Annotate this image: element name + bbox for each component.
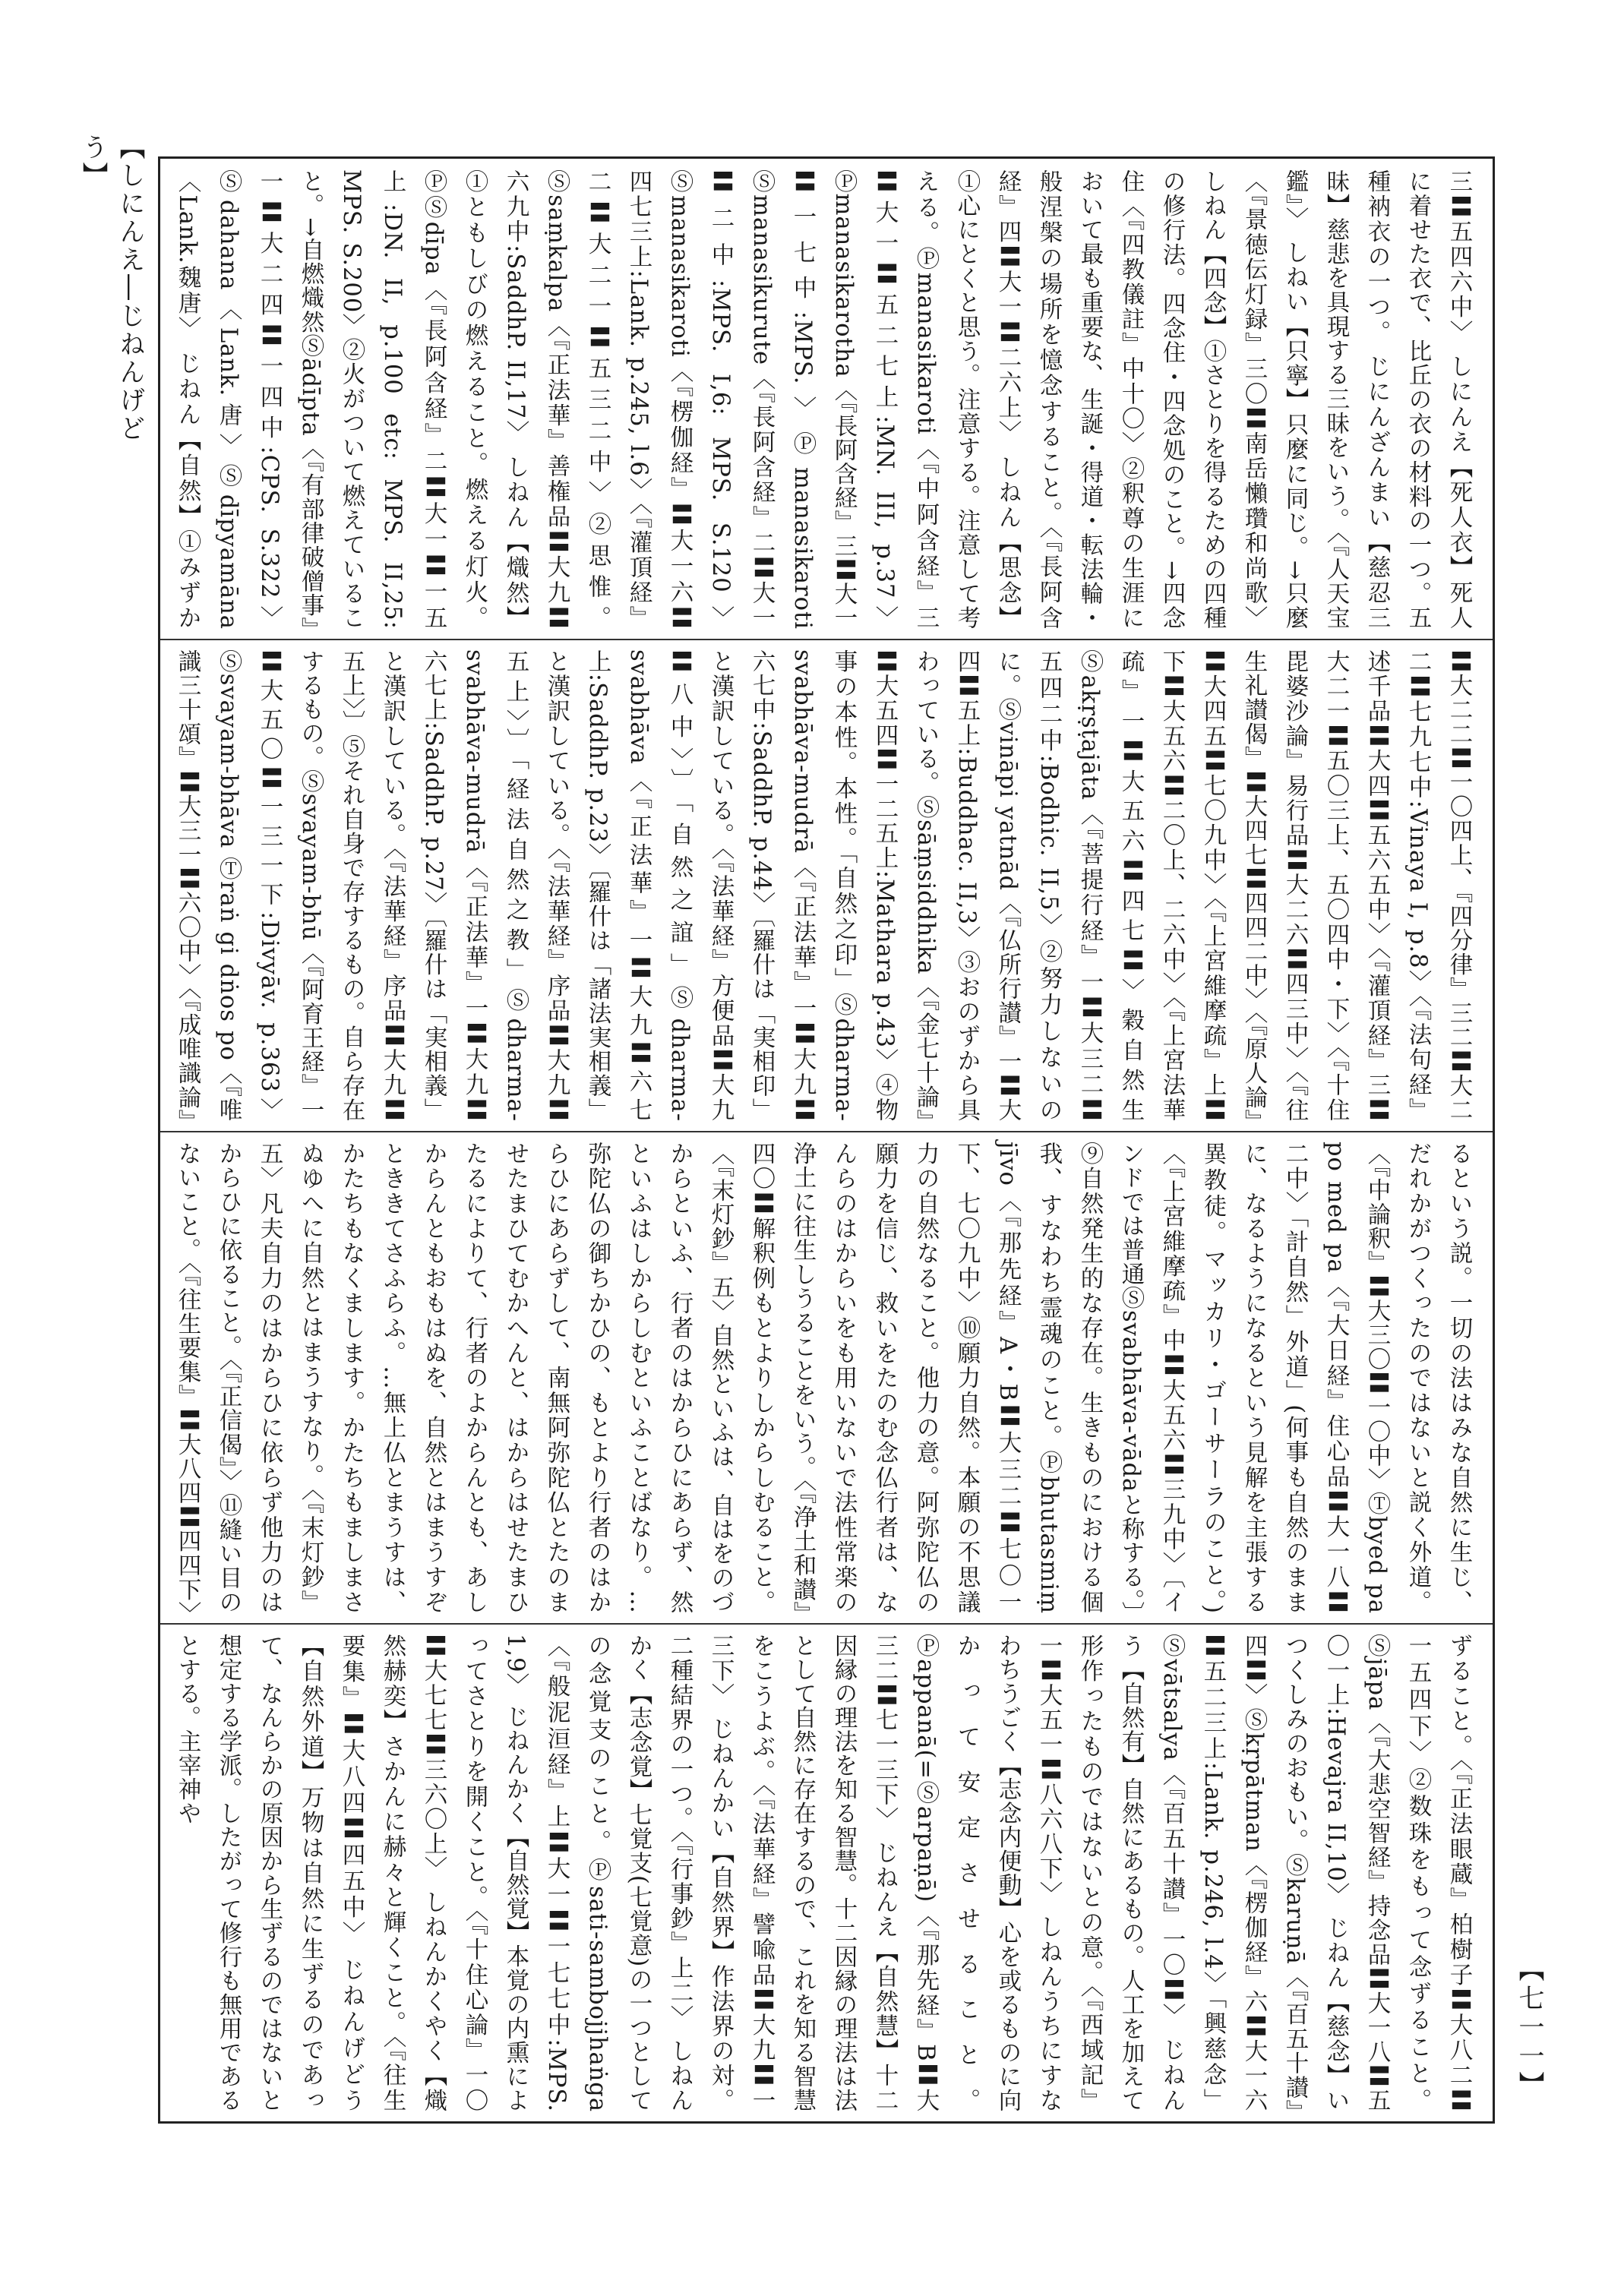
running-head: 【しにんえ―じねんげどう】 <box>77 134 145 443</box>
page-number: 【七一一】 <box>1514 1956 1544 2100</box>
tier-4 <box>171 1628 1482 2118</box>
tier-divider <box>160 639 1493 640</box>
tier-4-text: ずること。〈『正法眼蔵』柏樹子〓大八二〓一五四下〉②数珠をもって念ずること。Ⓢjāpa〈『大悲空智経』持念品〓大一八〓五〇一上:Hevajra II,10〉 じねん【慈念】いつくしみのおもい。Ⓢkaruṇā〈『百五十讃』四〓〉Ⓢkṛpātman〈『楞伽経』六〓大一六〓五二三上:Lank. p.246, l.4〉「興慈念」Ⓢvātsalya〈『百五十讃』一〇〓〉 じねんう【自然有】自然にあるもの。人工を加えて形作ったものではないとの意。〈『西域記』一〓大五一〓八六八下〉 しねんうちにすなわちうごく【志念内便動】心を或るものに向かって安定させること。Ⓟappanā(=Ⓢarpaṇā)〈『那先経』B〓大三二〓七一三下〉 じねんえ【自然慧】十二因縁の理法を知る智慧。十二因縁の理法は法として自然に存在するので、これを知る智慧をこうよぶ。〈『法華経』譬喩品〓大九〓一三下〉 じねんかい【自然界】作法界の対。二種結界の一つ。〈『行事鈔』上二〉 しねんかく【志念覚】七覚支(七覚意)の一つとしての念覚支のこと。Ⓟsati-sambojjhaṅga〈『般泥洹経』上〓大一〓一七七中:MPS. 1,9〉 じねんかく【自然覚】本覚の内熏によってさとりを開くこと。〈『十住心論』一〇〓大七七〓三六〇上〉 しねんかくやく【熾然赫奕】さかんに赫々と輝くこと。〈『往生要集』〓大八四〓四五中〉 じねんげどう【自然外道】万物は自然に生ずるのであって、なんらかの原因から生ずるのではないと想定する学派。したがって修行も無用であるとする。主宰神や <box>174 1634 1472 2112</box>
tier-3-text: るという説。一切の法はみな自然に生じ、だれかがつくったのではないと説く外道。〈『中論釈』〓大三〇〓一〇中〉Ⓣbyed pa po med pa〈『大日経』住心品〓大一八〓二中〉「計自然」外道」(何事も自然のままに、なるようになるという見解を主張する異教徒。マッカリ・ゴーサーラのこと。)〈『上宮維摩疏』中〓大五六〓三九中〉〔インドでは普通Ⓢsvabhāva-vādaと称する。〕⑨自然発生的な存在。生きものにおける個我、すなわち霊魂のこと。Ⓟbhutasmiṃ jīvo〈『那先経』A・B〓大三二〓七〇一下、七〇九中〉⑩願力自然。本願の不思議力の自然なること。他力の意。阿弥陀仏の願力を信じ、救いをたのむ念仏行者は、なんらのはからいをも用いないで法性常楽の浄土に往生しうることをいう。〈『浄土和讃』四〇〓解釈例もとよりしからしむること。〈『末灯鈔』五〉自然といふは、自はをのづからといふ、行者のはからひにあらず、然といふはしからしむといふことばなり。…弥陀仏の御ちかひの、もとより行者のはからひにあらずして、南無阿弥陀仏とたのませたまひてむかへんと、はからはせたまひたるによりて、行者のよからんとも、あしからんともおもはぬを、自然とはまうすぞとききてさふらふ。…無上仏とまうすは、かたちもなくまします。かたちもましまさぬゆへに自然とはまうすなり。〈『末灯鈔』五〉凡夫自力のはからひに依らず他力のはからひに依ること。〈『正信偈』〉⑪縫い目のないこと。〈『往生要集』〓大八四〓四四下〉 <box>174 1142 1472 1614</box>
tier-1-text: 三〓五四六中〉 しにんえ【死人衣】死人に着せた衣で、比丘の衣の材料の一つ。五種衲衣の一つ。 じにんざんまい【慈忍三昧】慈悲を具現する三昧をいう。〈『人天宝鑑』〉 しねい【只寧】只麼に同じ。→只麼〈『景徳伝灯録』三〇〓南岳懶瓚和尚歌〉 しねん【四念】①さとりを得るための四種の修行法。四念住・四念処のこと。→四念住〈『四教儀註』中十〇〉②釈尊の生涯において最も重要な、生誕・得道・転法輪・般涅槃の場所を憶念すること。〈『長阿含経』四〓大一〓二六上〉 しねん【思念】①心にとくと思う。注意する。注意して考える。Ⓟmanasikaroti〈『中阿含経』三〓大一〓五二七上:MN. III, p.37〉Ⓟmanasikarotha〈『長阿含経』三〓大一〓一七中:MPS.〉Ⓟmanasikaroti Ⓢmanasikurute〈『長阿含経』二〓大一〓二中:MPS. I,6: MPS. S.120〉Ⓢmanasikaroti〈『楞伽経』〓大一六〓四七三上:Lank. p.245, l.6〉〈『灌頂経』二〓大二一〓五三二中〉②思惟。Ⓢsaṃkalpa〈『正法華』善権品〓大九〓六九中:SaddhP. II,17〉 しねん【熾然】①ともしびの燃えること。燃える灯火。ⓅⓈdīpa〈『長阿含経』二〓大一〓一五上:DN. II, p.100 etc: MPS. II,25: MPS. S.200〉②火がついて燃えていること。→自燃熾然Ⓢādīpta〈『有部律破僧事』一〓大二四〓一四中:CPS. S.322〉Ⓢdahana〈Lank.唐〉Ⓢdīpyamāna〈Lank.魏唐〉 じねん【自然】①みずか <box>174 169 1472 630</box>
tier-2-text: 〓大二二〓一〇四上、『四分律』三二〓大二二〓七九七中:Vinaya I, p.8〉〈『法句経』述千品〓大四〓五六五中〉〈『灌頂経』三〓大二一〓五〇三上、五〇四中・下〉〈『十住毘婆沙論』易行品〓大二六〓四三中〉〈『往生礼讃偈』〓大四七〓四四二中〉〈『原人論』〓大四五〓七〇九中〉〈『上宮維摩疏』上〓下〓大五六〓二〇上、二六中〉〈『上宮法華疏』一〓大五六〓四七〓〉穀自然生Ⓢakṛṣṭajāta〈『菩提行経』一〓大三二〓五四二中:Bodhic. II,5〉②努力しないのに。Ⓢvināpi yatnād〈『仏所行讃』一〓大四〓五上:Buddhac. II,3〉③おのずから具わっている。Ⓢsāṃsiddhika〈『金七十論』〓大五四〓一二五上:Mathara p.43〉④物事の本性。本性。「自然之印」Ⓢdharma-svabhāva-mudrā〈『正法華』一〓大九〓六七中:SaddhP. p.44〉〔羅什は「実相印」と漢訳している。〈『法華経』方便品〓大九〓八中〉〕「自然之誼」Ⓢdharma-svabhāva〈『正法華』一〓大九〓六七上:SaddhP. p.23〉〔羅什は「諸法実相義」と漢訳している。〈『法華経』序品〓大九〓五上〉〕「経法自然之教」Ⓢdharma-svabhāva-mudrā〈『正法華』一〓大九〓六七上:SaddhP. p.27〉〔羅什は「実相義」と漢訳している。〈『法華経』序品〓大九〓五上〉〕⑤それ自身で存するもの。自ら存在するもの。Ⓢsvayam-bhū〈『阿育王経』一〓大五〇〓一三一下:Divyāv. p.363〉Ⓢsvayam-bhāva Ⓣraṅ gi dṅos po〈『唯識三十頌』〓大三一〓六〇中〉〈『成唯識論』 <box>174 649 1472 1123</box>
tier-1 <box>171 163 1482 636</box>
tier-2 <box>171 643 1482 1128</box>
tier-3 <box>171 1135 1482 1620</box>
tier-divider <box>160 1131 1493 1132</box>
page-frame <box>158 156 1495 2124</box>
tier-divider <box>160 1623 1493 1625</box>
